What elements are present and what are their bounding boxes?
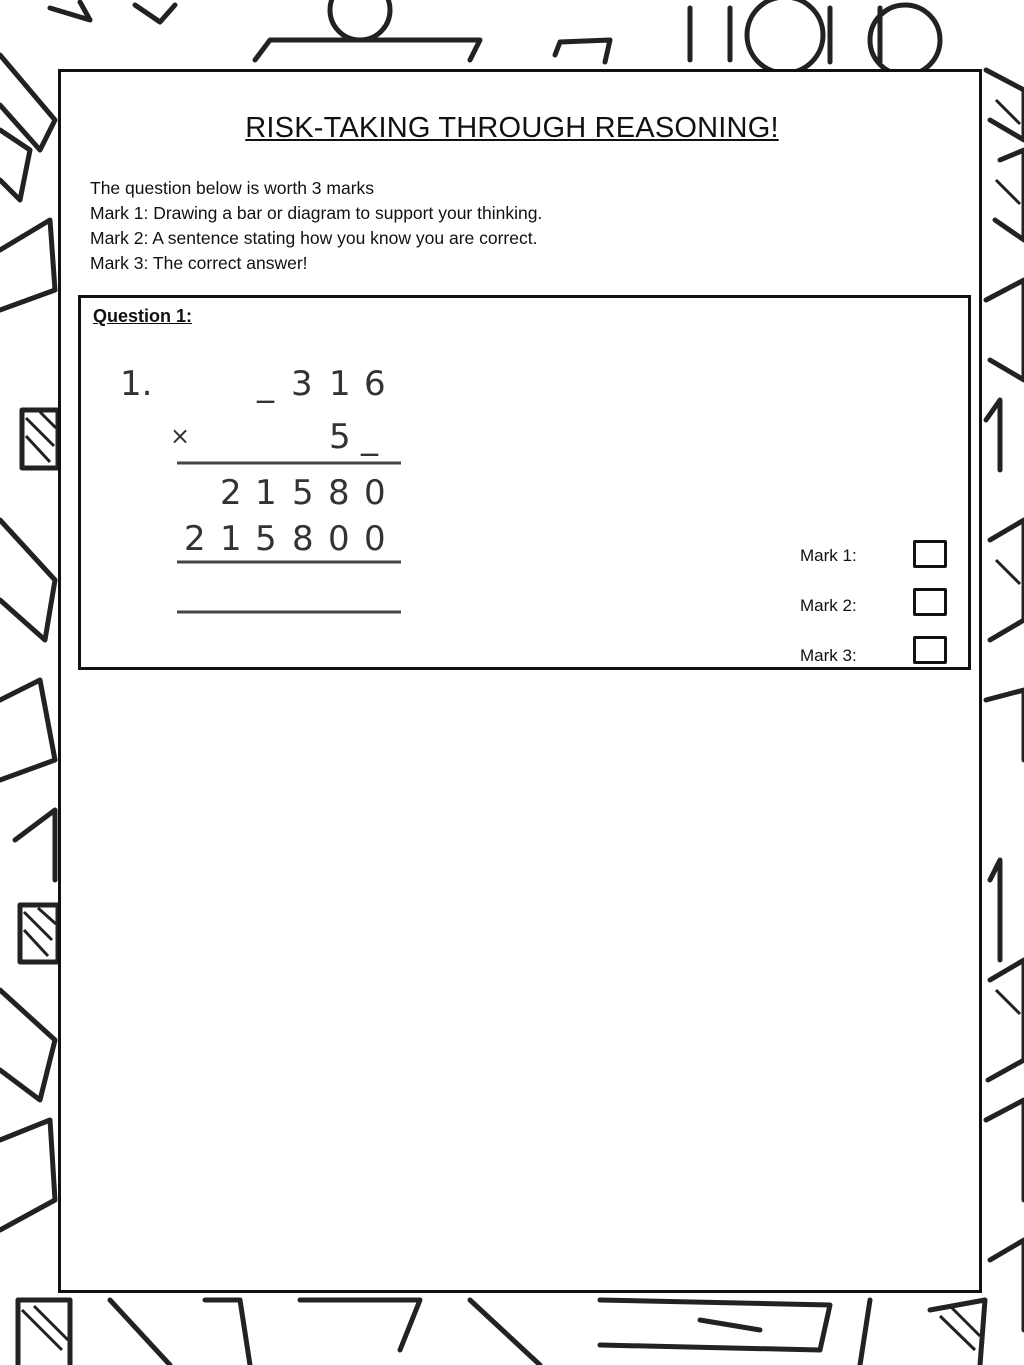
digit: 1 — [220, 519, 242, 559]
page-title: RISK-TAKING THROUGH REASONING! — [245, 112, 779, 144]
multiplication-working — [110, 358, 420, 628]
digit: _ — [257, 364, 274, 404]
multiplicand-row — [256, 364, 386, 404]
question-number: 1. — [120, 364, 153, 404]
digit: 0 — [328, 519, 350, 559]
digit: 5 — [329, 417, 351, 457]
instruction-line: The question below is worth 3 marks — [90, 178, 375, 198]
mark-2-label: Mark 2: — [800, 596, 857, 615]
mark-1-label: Mark 1: — [800, 546, 857, 565]
digit: 5 — [292, 473, 314, 513]
digit: 8 — [292, 519, 314, 559]
digit: 1 — [255, 473, 277, 513]
mark-3-label: Mark 3: — [800, 646, 857, 665]
mark-3-checkbox[interactable] — [913, 636, 947, 664]
instruction-line: Mark 2: A sentence stating how you know you are correct. — [90, 228, 538, 248]
digit: _ — [361, 417, 378, 457]
digit: 2 — [220, 473, 242, 513]
instruction-line: Mark 1: Drawing a bar or diagram to support your thinking. — [90, 203, 543, 223]
digit: 1 — [329, 364, 351, 404]
digit: 0 — [364, 473, 386, 513]
multiply-sign: × — [170, 422, 191, 450]
question-label: Question 1: — [93, 306, 193, 326]
mark-1-checkbox[interactable] — [913, 540, 947, 568]
multiplier-row — [329, 417, 379, 457]
digit: 0 — [364, 519, 386, 559]
instructions — [90, 176, 542, 276]
instruction-line: Mark 3: The correct answer! — [90, 253, 308, 273]
mark-2-checkbox[interactable] — [913, 588, 947, 616]
digit: 3 — [291, 364, 313, 404]
digit: 6 — [364, 364, 386, 404]
digit: 8 — [328, 473, 350, 513]
partial-product-row — [220, 473, 386, 513]
digit: 5 — [255, 519, 277, 559]
second-product-row — [184, 519, 386, 559]
digit: 2 — [184, 519, 206, 559]
